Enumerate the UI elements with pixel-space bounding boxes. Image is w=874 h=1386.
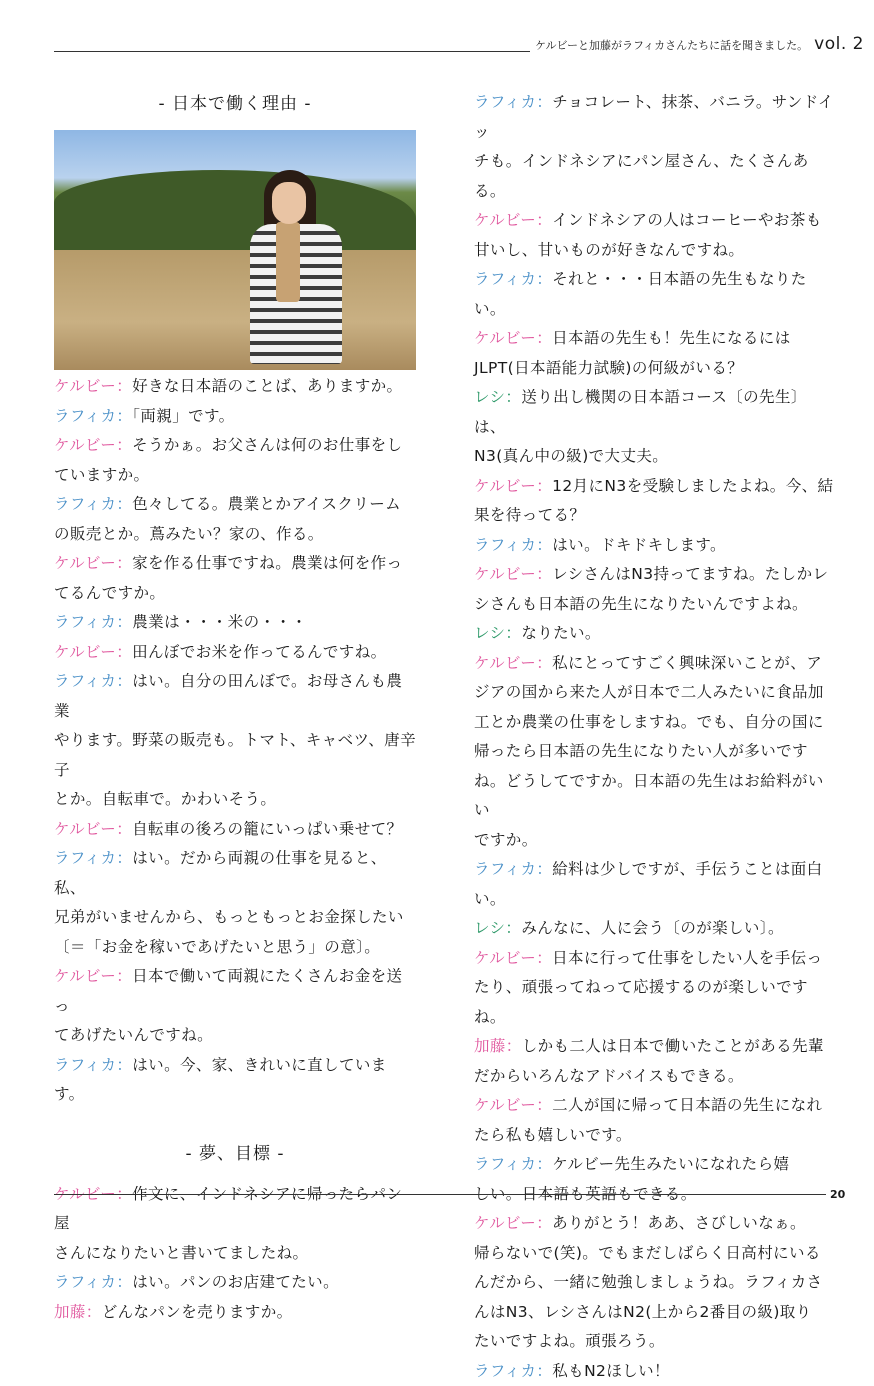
dialogue-line [474,560,836,590]
dialogue-line [474,1357,836,1386]
dialogue-line [54,431,416,461]
dialogue-text: 〔＝「お金を稼いであげたいと思う」の意〕。 [54,938,380,956]
dialogue-text: そうかぁ。お父さんは何のお仕事をし [132,436,402,454]
dialogue-text: 給料は少しですが、手伝うことは面白い。 [474,860,823,908]
dialogue-text: 作文に、インドネシアに帰ったらパン屋 [54,1185,402,1233]
footer-rule [54,1194,826,1195]
dialogue-line [474,88,836,147]
dialogue-text: 兄弟がいませんから、もっともっとお金探したい [54,908,404,926]
section-title-dream: - 夢、目標 - [54,1138,416,1166]
speaker-label: ラフィカ： [474,860,552,878]
speaker-label: ケルビー： [474,211,552,229]
dialogue-line [474,708,836,738]
speaker-label: ラフィカ： [474,1155,552,1173]
dialogue-text: たり、頑張ってねって応援するのが楽しいですね。 [474,978,808,1026]
dialogue-line [54,1180,416,1239]
dialogue-line [474,206,836,236]
page-number: 20 [830,1188,845,1201]
dialogue-text: なりたい。 [521,624,601,642]
dialogue-text: ていますか。 [54,466,149,484]
dialogue-line [474,737,836,767]
dialogue-line [54,785,416,815]
dialogue-text: 好きな日本語のことば、ありますか。 [132,377,402,395]
header-title-text: ケルビーと加藤がラフィカさんたちに話を聞きました。 [535,39,808,52]
dialogue-line [474,767,836,826]
dialogue-text: てあげたいんですね。 [54,1026,213,1044]
speaker-label: レシ： [474,919,521,937]
dialogue-line [474,590,836,620]
dialogue-line [54,490,416,520]
dialogue-text: JLPT(日本語能力試験)の何級がいる？ [474,359,743,377]
dialogue-line [54,1298,416,1328]
dialogue-text: んはN3、レシさんはN2(上から2番目の級)取り [474,1303,812,1321]
dialogue-text: 田んぼでお米を作ってるんですね。 [132,643,386,661]
dialogue-text: 帰ったら日本語の先生になりたい人が多いです [474,742,808,760]
photo-face [272,182,306,224]
dialogue-text: 12月にN3を受験しましたよね。今、結 [552,477,833,495]
dialogue-line [54,726,416,785]
dialogue-text: 日本語の先生も！先生になるには [552,329,791,347]
dialogue-line [474,1298,836,1328]
dialogue-text: みんなに、人に会う〔のが楽しい〕。 [521,919,784,937]
dialogue-line [54,638,416,668]
header-rule [54,51,530,52]
dialogue-line [474,1327,836,1357]
dialogue-text: 自転車の後ろの籠にいっぱい乗せて？ [132,820,402,838]
dialogue-text: どんなパンを売りますか。 [102,1303,293,1321]
dialogue-text: N3(真ん中の級)で大丈夫。 [474,447,668,465]
dialogue-line [54,815,416,845]
dialogue-text: ですか。 [474,831,538,849]
dialogue-text: ありがとう！ああ、さびしいなぁ。 [552,1214,806,1232]
dialogue-line [54,844,416,903]
dialogue-line [54,962,416,1021]
speaker-label: ラフィカ： [54,1056,132,1074]
speaker-label: ケルビー： [54,377,132,395]
dialogue-text: 「両親」です。 [132,407,234,425]
dialogue-line [474,678,836,708]
dialogue-text: はい。パンのお店建てたい。 [132,1273,339,1291]
dialogue-line [474,531,836,561]
dialogue-line [474,1239,836,1269]
left-column [54,88,416,1327]
dialogue-text: たら私も嬉しいです。 [474,1126,632,1144]
dialogue-text: 甘いし、甘いものが好きなんですね。 [474,241,744,259]
speaker-label: ラフィカ： [54,613,132,631]
dialogue-text: んだから、一緒に勉強しましょうね。ラフィカさ [474,1273,823,1291]
dialogue-line [474,619,836,649]
dialogue-line [474,236,836,266]
speaker-label: ケルビー： [54,436,132,454]
speaker-label: ケルビー： [474,565,552,583]
dialogue-text: チョコレート、抹茶、バニラ。サンドイッ [474,93,834,141]
speaker-label: ラフィカ： [474,1362,552,1380]
volume-label: vol. 2 [814,34,864,54]
dialogue-line [474,973,836,1032]
dialogue-text: だからいろんなアドバイスもできる。 [474,1067,744,1085]
dialogue-text: はい。自分の田んぼで。お母さんも農業 [54,672,402,720]
dialogue-left [54,372,416,1110]
dialogue-line [54,520,416,550]
dialogue-line [474,1062,836,1092]
dialogue-line [474,1150,836,1180]
dialogue-text: 家を作る仕事ですね。農業は何を作っ [132,554,402,572]
dialogue-text: はい。今、家、きれいに直しています。 [54,1056,387,1104]
dialogue-line [54,903,416,933]
photo-hill [54,170,416,260]
dialogue-text: インドネシアの人はコーヒーやお茶も [552,211,822,229]
right-column [474,88,836,1386]
dialogue-line [54,1268,416,1298]
dialogue-text: さんになりたいと書いてましたね。 [54,1244,308,1262]
dialogue-line [474,826,836,856]
speaker-label: ラフィカ： [54,849,132,867]
dialogue-text: やります。野菜の販売も。トマト、キャベツ、唐辛子 [54,731,416,779]
dialogue-line [474,1209,836,1239]
dialogue-line [474,1032,836,1062]
dialogue-text: しい。日本語も英語もできる。 [474,1185,697,1203]
dialogue-line [474,383,836,442]
speaker-label: ケルビー： [54,554,132,572]
dialogue-text: ジアの国から来た人が日本で二人みたいに食品加 [474,683,824,701]
dialogue-line [54,372,416,402]
speaker-label: ケルビー： [474,477,552,495]
dialogue-text: 送り出し機関の日本語コース〔の先生〕は、 [474,388,807,436]
speaker-label: ラフィカ： [474,93,552,111]
dialogue-text: 日本で働いて両親にたくさんお金を送っ [54,967,402,1015]
dialogue-left-2 [54,1180,416,1328]
dialogue-text: の販売とか。蔦みたい？家の、作る。 [54,525,324,543]
dialogue-line [54,667,416,726]
dialogue-right [474,88,836,1386]
dialogue-text: 果を待ってる？ [474,506,585,524]
dialogue-line [474,472,836,502]
dialogue-text: チも。インドネシアにパン屋さん、たくさんある。 [474,152,809,200]
speaker-label: ラフィカ： [474,536,552,554]
dialogue-text: それと・・・日本語の先生もなりたい。 [474,270,807,318]
speaker-label: レシ： [474,388,521,406]
speaker-label: ケルビー： [474,329,552,347]
dialogue-line [474,1121,836,1151]
dialogue-text: 私にとってすごく興味深いことが、ア [552,654,822,672]
speaker-label: ケルビー： [474,1214,552,1232]
dialogue-line [54,608,416,638]
speaker-label: ケルビー： [54,643,132,661]
section-title-reason: - 日本で働く理由 - [54,88,416,116]
dialogue-text: ね。どうしてですか。日本語の先生はお給料がいい [474,772,824,820]
dialogue-line [474,1268,836,1298]
dialogue-text: しかも二人は日本で働いたことがある先輩 [522,1037,824,1055]
speaker-label: ラフィカ： [474,270,552,288]
speaker-label: ケルビー： [54,1185,132,1203]
speaker-label: ラフィカ： [54,672,132,690]
dialogue-text: 帰らないで(笑)。でもまだしばらく日高村にいる [474,1244,821,1262]
photo-scarf [276,222,300,302]
section-gap [54,1110,416,1138]
dialogue-text: シさんも日本語の先生になりたいんですよね。 [474,595,808,613]
dialogue-line [474,855,836,914]
dialogue-line [474,147,836,206]
dialogue-text: 私もN2ほしい！ [552,1362,670,1380]
dialogue-text: 日本に行って仕事をしたい人を手伝っ [552,949,822,967]
dialogue-line [54,461,416,491]
speaker-label: ラフィカ： [54,407,132,425]
speaker-label: 加藤： [54,1303,102,1321]
dialogue-line [54,1021,416,1051]
dialogue-line [474,354,836,384]
dialogue-text: はい。だから両親の仕事を見ると、私、 [54,849,387,897]
speaker-label: ケルビー： [54,820,132,838]
dialogue-line [54,579,416,609]
dialogue-line [54,549,416,579]
dialogue-line [474,914,836,944]
dialogue-line [54,1051,416,1110]
speaker-label: ケルビー： [474,654,552,672]
dialogue-line [474,1091,836,1121]
dialogue-line [474,324,836,354]
dialogue-line [54,933,416,963]
dialogue-text: レシさんはN3持ってますね。たしかレ [552,565,828,583]
speaker-label: ラフィカ： [54,1273,132,1291]
dialogue-text: とか。自転車で。かわいそう。 [54,790,276,808]
speaker-label: ラフィカ： [54,495,132,513]
dialogue-line [54,402,416,432]
dialogue-line [474,649,836,679]
dialogue-text: 工とか農業の仕事をしますね。でも、自分の国に [474,713,824,731]
dialogue-text: 二人が国に帰って日本語の先生になれ [552,1096,822,1114]
photo-field [54,250,416,370]
photo-person [246,168,346,370]
dialogue-line [474,501,836,531]
dialogue-text: 色々してる。農業とかアイスクリーム [132,495,401,513]
speaker-label: 加藤： [474,1037,522,1055]
dialogue-text: てるんですか。 [54,584,165,602]
speaker-label: ケルビー： [474,1096,552,1114]
speaker-label: ケルビー： [54,967,132,985]
dialogue-text: 農業は・・・米の・・・ [132,613,307,631]
speaker-label: ケルビー： [474,949,552,967]
header-title [535,34,864,54]
dialogue-text: たいですよね。頑張ろう。 [474,1332,665,1350]
speaker-label: レシ： [474,624,521,642]
dialogue-line [474,442,836,472]
dialogue-text: はい。ドキドキします。 [552,536,726,554]
dialogue-line [54,1239,416,1269]
dialogue-text: ケルビー先生みたいになれたら嬉 [552,1155,789,1173]
dialogue-line [474,265,836,324]
interview-photo [54,130,416,370]
dialogue-line [474,944,836,974]
